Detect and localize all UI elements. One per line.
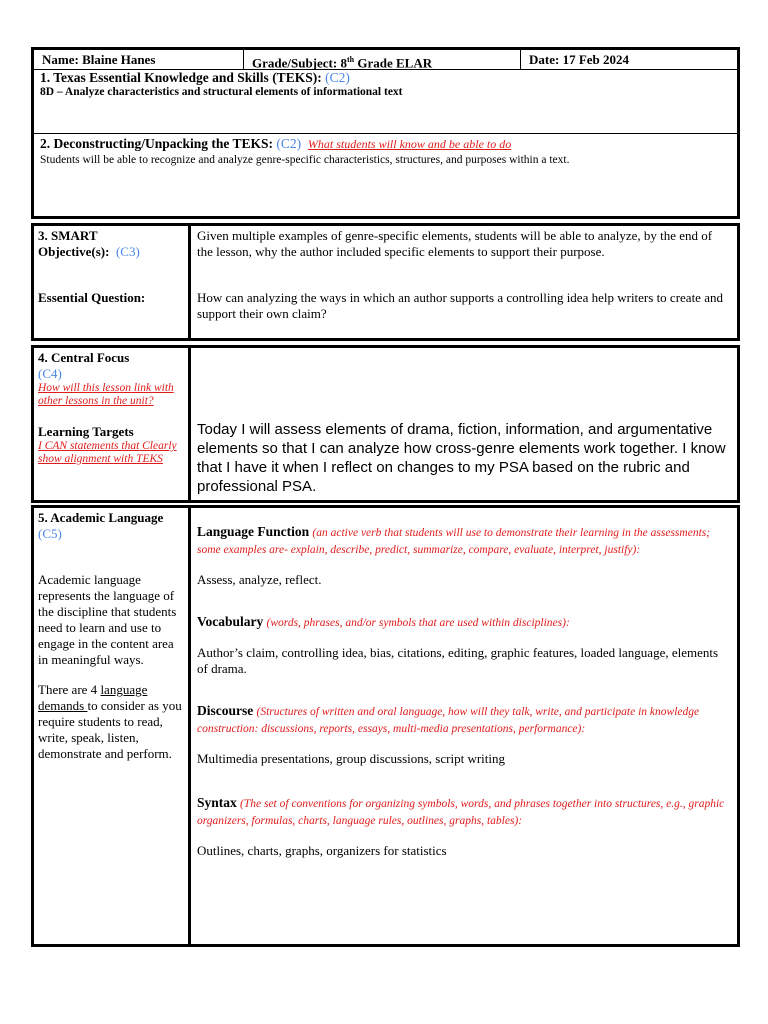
central-focus-hint: How will this lesson link with other lessons in the unit? [38,382,174,407]
deconstruct-code: (C2) [276,136,302,151]
central-focus-label: 4. Central Focus [38,350,130,365]
academic-language-label-cell [31,505,191,947]
academic-language-content-cell [191,505,740,947]
vocabulary-text: Author’s claim, controlling idea, bias, citations, editing, graphic features, loaded language, elements of drama. [197,645,719,676]
central-focus-text: Today I will assess elements of drama, fiction, information, and argumentative elements so that I can analyze how cross-genre elements work together. I know that I have it when I reflect on changes to my PSA based on the rubric and professional PSA. [197,421,726,495]
header-row [31,47,740,69]
grade-subject-field: Grade/Subject: 8th Grade ELAR [244,50,521,69]
academic-language-row [31,505,740,947]
language-function-block [197,524,731,558]
deconstruct-hint: What students will know and be able to do [307,137,512,151]
discourse-block [197,703,731,737]
name-field: Name: Blaine Hanes [34,50,244,69]
deconstruct-text: Students will be able to recognize and analyze genre-specific characteristics, structures, and purposes within a text. [40,154,570,166]
vocabulary-block [197,614,731,631]
central-focus-row [31,345,740,503]
discourse-hint: (Structures of written and oral language, how will they talk, write, and participate in knowledge construction: discussions, reports, essays, multi-media presentations, performance): [197,706,700,735]
vocabulary-label: Vocabulary [197,614,264,629]
learning-targets-hint: I CAN statements that Clearly show alignment with TEKS [38,440,177,465]
language-function-hint: (an active verb that students will use to demonstrate their learning in the assessments; some examples are- explain, describe, predict, summarize, compare, evaluate, interpret, justify): [197,527,711,556]
academic-language-desc: Academic language represents the language of the discipline that students need to learn and use to engage in the content area in meaningful ways. [38,572,177,667]
lesson-plan-form [31,47,740,947]
smart-label: 3. SMART [38,228,98,243]
essential-question-text: How can analyzing the ways in which an author supports a controlling idea help writers to create and support their own claim? [197,290,723,321]
smart-code: (C3) [115,244,140,259]
essential-question-label: Essential Question: [38,290,146,305]
central-focus-label-cell [31,345,191,503]
syntax-label: Syntax [197,795,237,810]
smart-content-cell [191,223,740,341]
discourse-label: Discourse [197,703,254,718]
language-demands-text: There are 4 language demands to consider as you require students to read, write, speak, listen, demonstrate and perform. [38,682,182,761]
deconstruct-title: 2. Deconstructing/Unpacking the TEKS: [40,136,274,151]
objective-label: Objective(s): [38,244,110,259]
central-focus-code: (C4) [38,366,62,381]
date-field: Date: 17 Feb 2024 [529,52,630,67]
deconstruct-section [31,133,740,219]
academic-language-label: 5. Academic Language [38,510,164,525]
syntax-block [197,795,731,829]
smart-objective-text: Given multiple examples of genre-specific elements, students will be able to analyze, by the end of the lesson, why the author included specific elements to support their purpose. [197,228,713,259]
vocabulary-hint: (words, phrases, and/or symbols that are used within disciplines): [266,617,570,629]
academic-language-code: (C5) [38,526,62,541]
discourse-text: Multimedia presentations, group discussions, script writing [197,751,505,766]
teks-title: 1. Texas Essential Knowledge and Skills (TEKS): [40,70,322,85]
syntax-text: Outlines, charts, graphs, organizers for statistics [197,843,447,858]
syntax-hint: (The set of conventions for organizing symbols, words, and phrases together into structures, e.g., graphic organizers, formulas, charts, language rules, outlines, graphs, tables): [197,798,725,827]
smart-row [31,223,740,341]
language-function-label: Language Function [197,524,310,539]
language-function-text: Assess, analyze, reflect. [197,572,322,587]
central-focus-content-cell [191,345,740,503]
teks-section [31,69,740,133]
smart-label-cell [31,223,191,341]
teks-standard: 8D – Analyze characteristics and structural elements of informational text [40,86,403,98]
teks-code: (C2) [325,70,350,85]
learning-targets-label: Learning Targets [38,424,134,439]
